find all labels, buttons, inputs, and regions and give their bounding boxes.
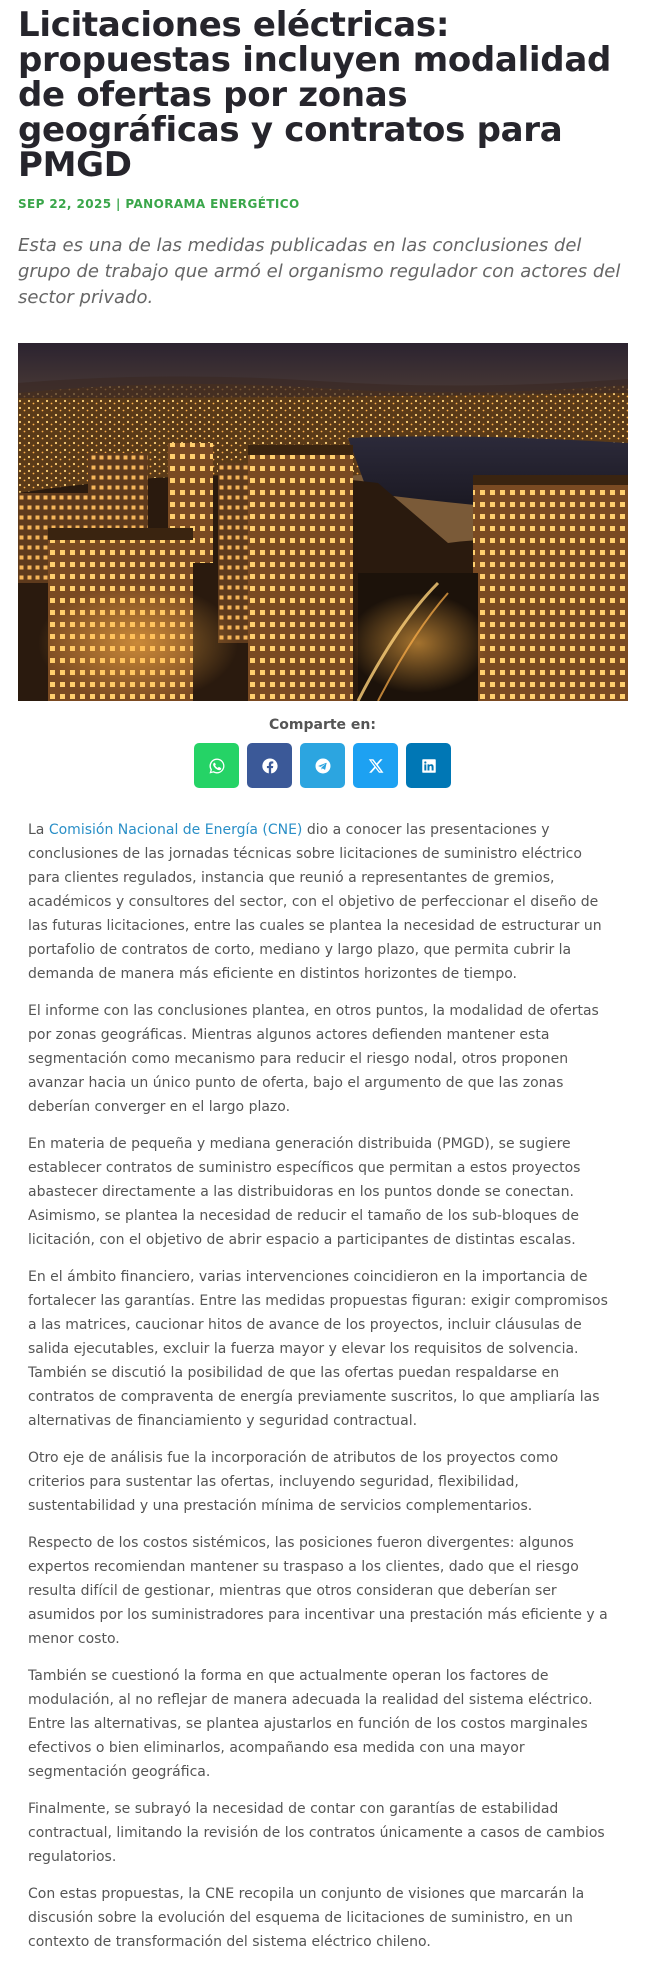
meta-separator: | <box>116 197 121 211</box>
share-x-button[interactable] <box>353 743 398 788</box>
article-lead: Esta es una de las medidas publicadas en las conclusiones del grupo de trabajo que armó el organismo regulador con actores del sector privado. <box>18 235 621 308</box>
whatsapp-icon <box>208 757 226 775</box>
x-icon <box>367 757 385 775</box>
body-paragraph <box>28 818 617 986</box>
article-header <box>0 5 645 701</box>
body-paragraph: En materia de pequeña y mediana generación distribuida (PMGD), se sugiere establecer contratos de suministro específicos que permitan a estos proyectos abastecer directamente a las distribuidoras en los puntos donde se conectan. Asimismo, se plantea la necesidad de reducir el tamaño de los sub-bloques de licitación, con el objetivo de abrir espacio a participantes de distintas escalas. <box>28 1136 581 1248</box>
share-buttons <box>0 743 645 788</box>
telegram-icon <box>314 757 332 775</box>
article-meta <box>18 197 627 211</box>
body-paragraph: Con estas propuestas, la CNE recopila un conjunto de visiones que marcarán la discusión sobre la evolución del esquema de licitaciones de suministro, en un contexto de transformación del sistema eléctrico chileno. <box>28 1886 585 1950</box>
share-whatsapp-button[interactable] <box>194 743 239 788</box>
share-facebook-button[interactable] <box>247 743 292 788</box>
body-paragraph: Respecto de los costos sistémicos, las posiciones fueron divergentes: algunos expertos recomiendan mantener su traspaso a los clientes, dado que el riesgo resulta difícil de gestionar, mientras que otros consideran que deberían ser asumidos por los suministradores para incentivar una prestación más eficiente y a menor costo. <box>28 1535 608 1647</box>
facebook-icon <box>261 757 279 775</box>
article-body <box>0 788 645 1987</box>
share-section <box>0 717 645 788</box>
body-text: La <box>28 822 49 838</box>
cne-link[interactable]: Comisión Nacional de Energía (CNE) <box>48 822 303 838</box>
hero-image <box>18 343 628 701</box>
body-paragraph: Otro eje de análisis fue la incorporación de atributos de los proyectos como criterios para sustentar las ofertas, incluyendo seguridad, flexibilidad, sustentabilidad y una prestación mínima de servicios complementarios. <box>28 1450 559 1514</box>
article-date: SEP 22, 2025 <box>18 197 112 211</box>
linkedin-icon <box>420 757 438 775</box>
share-label: Comparte en: <box>269 717 376 733</box>
share-telegram-button[interactable] <box>300 743 345 788</box>
body-text: dio a conocer las presentaciones y conclusiones de las jornadas técnicas sobre licitaciones de suministro eléctrico para clientes regulados, instancia que reunió a representantes de gremios, académicos y consultores del sector, con el objetivo de perfeccionar el diseño de las futuras licitaciones, entre las cuales se plantea la necesidad de estructurar un portafolio de contratos de corto, mediano y largo plazo, que permita cubrir la demanda de manera más eficiente en distintos horizontes de tiempo. <box>28 822 602 982</box>
body-paragraph: También se cuestionó la forma en que actualmente operan los factores de modulación, al no reflejar de manera adecuada la realidad del sistema eléctrico. Entre las alternativas, se plantea ajustarlos en función de los costos marginales efectivos o bien eliminarlos, acompañando esa medida con una mayor segmentación geográfica. <box>28 1668 593 1780</box>
share-linkedin-button[interactable] <box>406 743 451 788</box>
city-night-photo <box>18 343 628 701</box>
body-paragraph: En el ámbito financiero, varias intervenciones coincidieron en la importancia de fortalecer las garantías. Entre las medidas propuestas figuran: exigir compromisos a las matrices, caucionar hitos de avance de los proyectos, incluir cláusulas de salida ejecutables, excluir la fuerza mayor y elevar los requisitos de solvencia. También se discutió la posibilidad de que las ofertas puedan respaldarse en contratos de compraventa de energía previamente suscritos, lo que ampliaría las alternativas de financiamiento y seguridad contractual. <box>28 1269 608 1429</box>
body-paragraph: Finalmente, se subrayó la necesidad de contar con garantías de estabilidad contractual, limitando la revisión de los contratos únicamente a casos de cambios regulatorios. <box>28 1801 605 1865</box>
article-title: Licitaciones eléctricas: propuestas incluyen modalidad de ofertas por zonas geográficas y contratos para PMGD <box>18 5 612 185</box>
article-source[interactable]: PANORAMA ENERGÉTICO <box>125 197 300 211</box>
body-paragraph: El informe con las conclusiones plantea, en otros puntos, la modalidad de ofertas por zonas geográficas. Mientras algunos actores defienden mantener esta segmentación como mecanismo para reducir el riesgo nodal, otros proponen avanzar hacia un único punto de oferta, bajo el argumento de que las zonas deberían converger en el largo plazo. <box>28 1003 599 1115</box>
